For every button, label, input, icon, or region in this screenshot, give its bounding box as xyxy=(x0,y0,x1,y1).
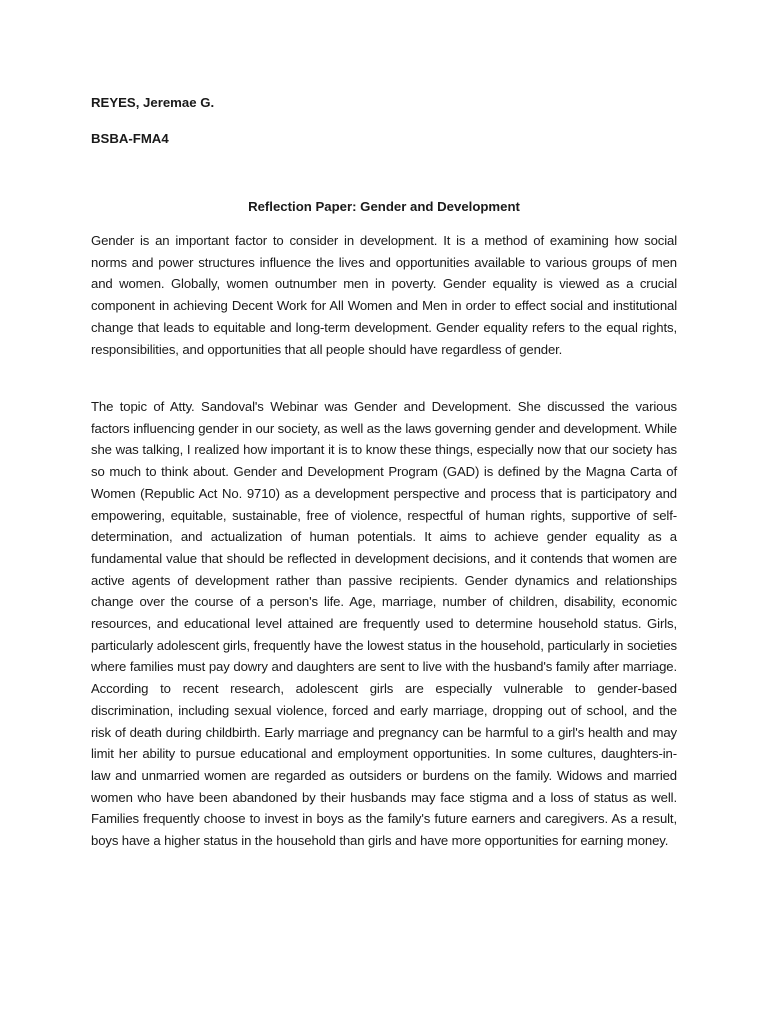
paragraph-2: The topic of Atty. Sandoval's Webinar was Gender and Development. She discussed the various factors influencing gender in our society, as well as the laws governing gender and development. While she was talking, I realized how important it is to know these things, especially now that our society has so much to think about. Gender and Development Program (GAD) is defined by the Magna Carta of Women (Republic Act No. 9710) as a development perspective and process that is participatory and empowering, equitable, sustainable, free of violence, respectful of human rights, supportive of self-determination, and actualization of human potentials. It aims to achieve gender equality as a fundamental value that should be reflected in development decisions, and it contends that women are active agents of development rather than passive recipients. Gender dynamics and relationships change over the course of a person's life. Age, marriage, number of children, disability, economic resources, and educational level attained are frequently used to determine household status. Girls, particularly adolescent girls, frequently have the lowest status in the household, particularly in societies where families must pay dowry and daughters are sent to live with the husband's family after marriage. According to recent research, adolescent girls are especially vulnerable to gender-based discrimination, including sexual violence, forced and early marriage, dropping out of school, and the risk of death during childbirth. Early marriage and pregnancy can be harmful to a girl's health and may limit her ability to pursue educational and employment opportunities. In some cultures, daughters-in-law and unmarried women are regarded as outsiders or burdens on the family. Widows and married women who have been abandoned by their husbands may face stigma and a loss of status as well. Families frequently choose to invest in boys as the family's future earners and caregivers. As a result, boys have a higher status in the household than girls and have more opportunities for earning money. xyxy=(91,399,677,849)
paragraph-1: Gender is an important factor to consider in development. It is a method of examining how social norms and power structures influence the lives and opportunities available to various groups of men and women. Globally, women outnumber men in poverty. Gender equality is viewed as a crucial component in achieving Decent Work for All Women and Men in order to effect social and institutional change that leads to equitable and long-term development. Gender equality refers to the equal rights, responsibilities, and opportunities that all people should have regardless of gender. xyxy=(91,233,677,357)
author-name: REYES, Jeremae G. xyxy=(91,95,215,110)
course-section: BSBA-FMA4 xyxy=(91,131,169,146)
paper-title: Reflection Paper: Gender and Development xyxy=(248,199,520,214)
